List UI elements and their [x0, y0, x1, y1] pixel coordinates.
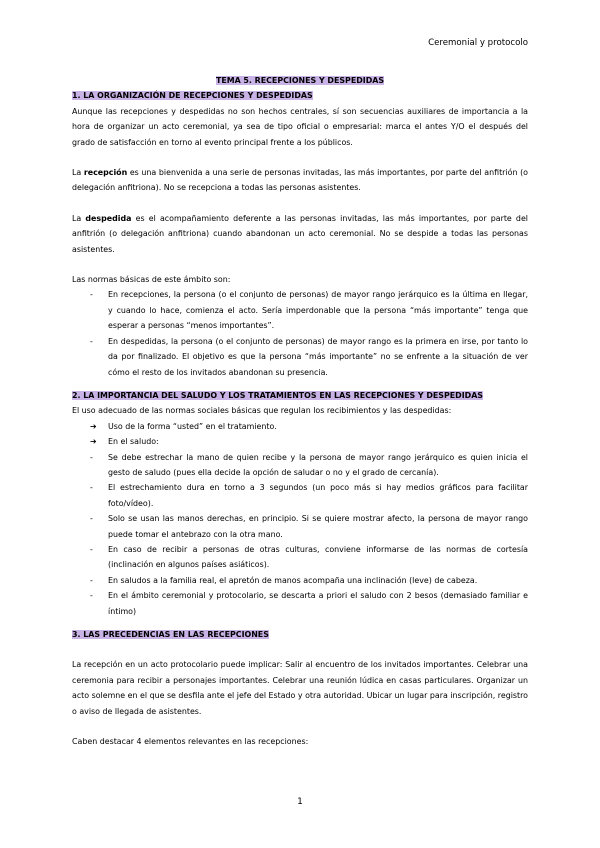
list-item-text: En saludos a la familia real, el apretón de manos acompaña una inclinación (leve) de cabeza.	[108, 575, 478, 585]
list-item	[72, 480, 528, 511]
section-2-heading: 2. LA IMPORTANCIA DEL SALUDO Y LOS TRATAMIENTOS EN LAS RECEPCIONES Y DESPEDIDAS	[72, 390, 483, 400]
section-3-paragraph-2: Caben destacar 4 elementos relevantes en las recepciones:	[72, 737, 309, 747]
text-run: es el acompañamiento deferente a las personas invitadas, las más importantes, por parte del anfitrión (o delegación anfitriona) cuando abandonan un acto ceremonial. No se despide a todas las personas asistentes.	[72, 213, 528, 254]
section-2-list	[72, 419, 528, 619]
text-run: es una bienvenida a una serie de personas invitadas, las más importantes, por parte del anfitrión (o delegación anfitriona). No se recepciona a todas las personas asistentes.	[72, 168, 528, 193]
list-item-text: En el ámbito ceremonial y protocolario, se descarta a priori el saludo con 2 besos (demasiado familiar e íntimo)	[108, 591, 528, 616]
list-item	[72, 334, 528, 380]
list-item-text: Uso de la forma “usted” en el tratamiento.	[108, 421, 277, 431]
list-item-text: En caso de recibir a personas de otras culturas, conviene informarse de las normas de cortesía (inclinación en algunos países asiáticos).	[108, 544, 528, 570]
section-2-heading-line	[72, 388, 528, 403]
list-item-text: Solo se usan las manos derechas, en principio. Si se quiere mostrar afecto, la persona de mayor rango puede tomar el antebrazo con la otra mano.	[108, 514, 528, 539]
list-item-text: En recepciones, la persona (o el conjunto de personas) de mayor rango jerárquico es la última en llegar, y cuando lo hace, comienza el acto. Sería imperdonable que la persona “más importante” tenga que esperar a personas “menos importantes”.	[108, 290, 528, 331]
list-marker: -	[90, 575, 93, 585]
term-despedida: despedida	[85, 213, 132, 223]
list-item	[72, 511, 528, 542]
section-3-heading: 3. LAS PRECEDENCIAS EN LAS RECEPCIONES	[72, 630, 269, 639]
text-run: La	[72, 213, 86, 223]
section-3-heading-line	[72, 627, 528, 642]
section-1-paragraph-1: Aunque las recepciones y despedidas no son hechos centrales, sí son secuencias auxiliares de importancia a la hora de organizar un acto ceremonial, ya sea de tipo oficial o empresarial: marca el antes Y/O el después del grado de satisfacción en torno al evento principal frente a los públicos.	[72, 106, 528, 147]
text-run: La	[72, 168, 84, 178]
list-marker: -	[90, 290, 93, 300]
arrow-icon: ➔	[90, 437, 97, 447]
section-3-paragraph-1: La recepción en un acto protocolario puede implicar: Salir al encuentro de los invitados importantes. Celebrar una ceremonia para recibir a personajes importantes. Celebrar una reunión lúdica en casas particulares. Organizar un acto solemne en el que se desfila ante el jefe del Estado y otra autoridad. Ubicar un lugar para inscripción, registro o aviso de llegada de asistentes.	[72, 660, 528, 716]
list-item	[72, 287, 528, 333]
arrow-icon: ➔	[90, 421, 97, 431]
section-1-paragraph-recepcion	[72, 165, 528, 196]
section-2-paragraph-1: El uso adecuado de las normas sociales básicas que regulan los recibimientos y las despedidas:	[72, 406, 452, 416]
section-1-heading-line	[72, 88, 528, 103]
list-item	[72, 419, 528, 434]
section-1-paragraph-normas: Las normas básicas de este ámbito son:	[72, 275, 231, 285]
list-marker: -	[90, 514, 93, 524]
section-1-heading: 1. LA ORGANIZACIÓN DE RECEPCIONES Y DESPEDIDAS	[72, 91, 313, 101]
list-marker: -	[90, 336, 93, 346]
list-item	[72, 573, 528, 588]
term-recepcion: recepción	[83, 168, 128, 178]
list-item-text: En el saludo:	[108, 437, 159, 447]
list-item	[72, 434, 528, 449]
list-marker: -	[90, 591, 93, 601]
list-item	[72, 588, 528, 619]
list-item-text: El estrechamiento dura en torno a 3 segundos (un poco más si hay medios gráficos para facilitar foto/vídeo).	[108, 483, 528, 508]
list-item-text: En despedidas, la persona (o el conjunto de personas) de mayor rango es la primera en irse, por tanto lo da por finalizado. El objetivo es que la persona “más importante” no se enfrente a la situación de ver cómo el resto de los invitados abandonan su presencia.	[108, 336, 528, 377]
section-1-list	[72, 287, 528, 379]
page-number: 1	[297, 797, 303, 807]
list-item	[72, 450, 528, 481]
page-content	[72, 73, 528, 749]
list-marker: -	[90, 544, 93, 554]
list-marker: -	[90, 483, 93, 493]
list-item	[72, 542, 528, 573]
section-1-paragraph-despedida	[72, 211, 528, 257]
list-item-text: Se debe estrechar la mano de quien recibe y la persona de mayor rango jerárquico es quien inicia el gesto de saludo (pues ella decide la opción de saludar o no y el grado de cercanía).	[108, 452, 528, 477]
main-title	[72, 73, 528, 88]
main-title-text: TEMA 5. RECEPCIONES Y DESPEDIDAS	[215, 76, 385, 85]
running-header: Ceremonial y protocolo	[428, 38, 528, 48]
list-marker: -	[90, 452, 93, 462]
